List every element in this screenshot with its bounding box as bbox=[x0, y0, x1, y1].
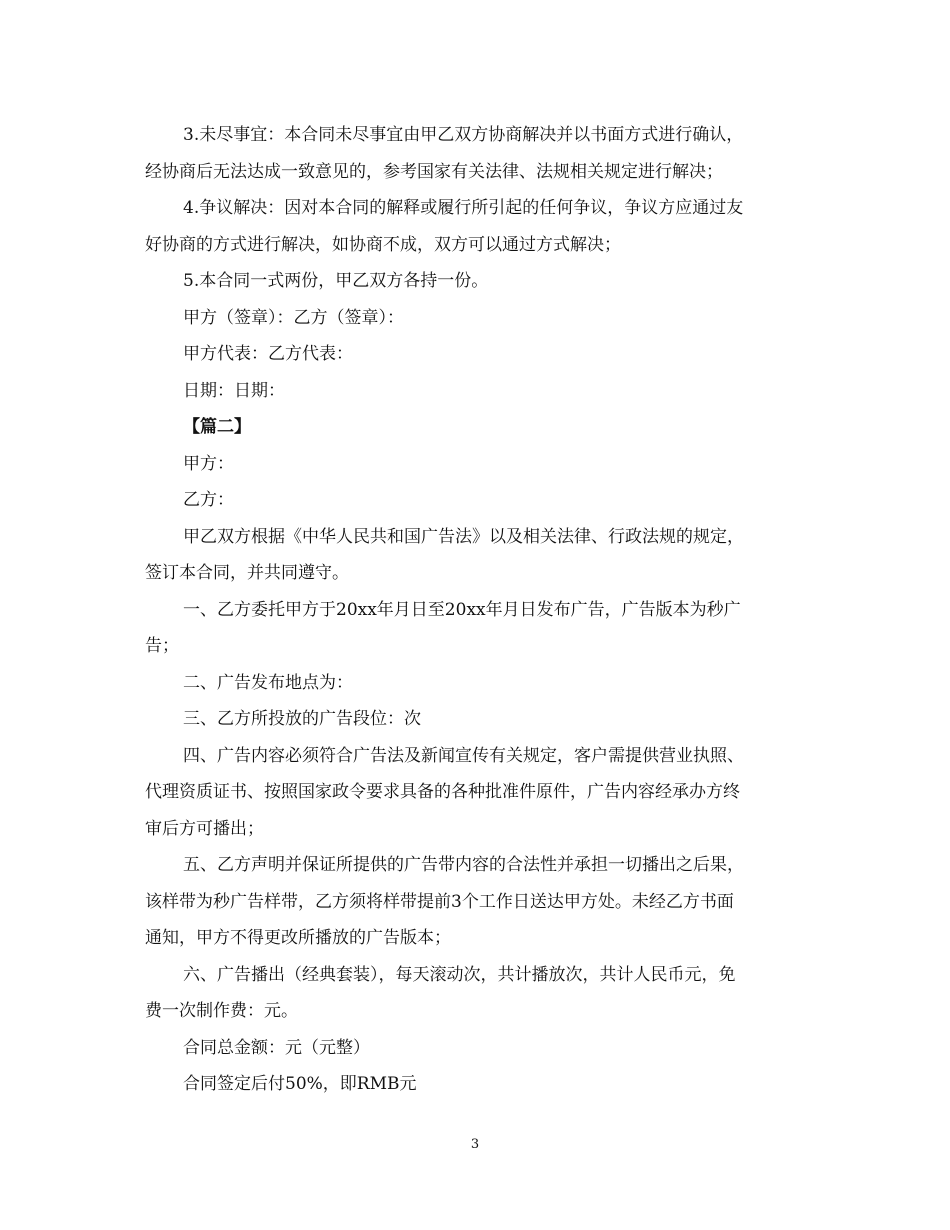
text-line: 甲方（签章）：乙方（签章）： bbox=[183, 307, 404, 328]
clause-6 bbox=[145, 957, 805, 1030]
text-line: 4.争议解决：因对本合同的解释或履行所引起的任何争议，争议方应通过友 bbox=[183, 198, 744, 218]
text-line: 四、广告内容必须符合广告法及新闻宣传有关规定，客户需提供营业执照、 bbox=[183, 745, 744, 766]
text-line: 甲方代表：乙方代表： bbox=[183, 344, 353, 364]
text-line: 六、广告播出（经典套装），每天滚动次，共计播放次，共计人民币元，免 bbox=[183, 964, 736, 985]
text-line: 通知，甲方不得更改所播放的广告版本； bbox=[145, 928, 451, 948]
date-line bbox=[145, 373, 805, 410]
total-amount-line bbox=[145, 1030, 805, 1067]
text-line: 甲方： bbox=[183, 453, 234, 474]
text-line: 三、乙方所投放的广告段位：次 bbox=[183, 709, 421, 729]
text-line: 一、乙方委托甲方于20xx年月日至20xx年月日发布广告，广告版本为秒广 bbox=[183, 599, 741, 620]
text-line: 五、乙方声明并保证所提供的广告带内容的合法性并承担一切播出之后果， bbox=[183, 855, 744, 875]
paragraph-dispute-resolution bbox=[145, 190, 805, 263]
paragraph-preamble bbox=[145, 519, 805, 592]
party-b-line bbox=[145, 482, 805, 519]
text-line: 签订本合同，并共同遵守。 bbox=[145, 563, 349, 583]
text-line: 合同签定后付50%，即RMB元 bbox=[183, 1074, 417, 1094]
paragraph-copies bbox=[145, 263, 805, 300]
page-number: 3 bbox=[470, 1137, 480, 1152]
clause-2 bbox=[145, 665, 805, 702]
text-line: 【篇二】 bbox=[183, 417, 251, 437]
text-line: 5.本合同一式两份，甲乙双方各持一份。 bbox=[183, 271, 489, 291]
text-line: 费一次制作费：元。 bbox=[145, 1001, 298, 1021]
text-line: 乙方： bbox=[183, 490, 234, 510]
text-line: 甲乙双方根据《中华人民共和国广告法》以及相关法律、行政法规的规定， bbox=[183, 526, 744, 547]
text-line: 代理资质证书、按照国家政令要求具备的各种批准件原件，广告内容经承办方终 bbox=[145, 782, 740, 802]
representative-line bbox=[145, 336, 805, 373]
section-heading bbox=[145, 409, 805, 446]
party-a-line bbox=[145, 446, 805, 483]
document-body bbox=[145, 117, 805, 1103]
clause-5 bbox=[145, 847, 805, 957]
text-line: 好协商的方式进行解决，如协商不成，双方可以通过方式解决； bbox=[145, 234, 621, 255]
paragraph-unresolved-matters bbox=[145, 117, 805, 190]
text-line: 该样带为秒广告样带，乙方须将样带提前3个工作日送达甲方处。未经乙方书面 bbox=[145, 891, 734, 912]
text-line: 3.未尽事宜：本合同未尽事宜由甲乙双方协商解决并以书面方式进行确认， bbox=[183, 125, 744, 145]
clause-3 bbox=[145, 701, 805, 738]
payment-terms-line bbox=[145, 1066, 805, 1103]
clause-1 bbox=[145, 592, 805, 665]
text-line: 二、广告发布地点为： bbox=[183, 672, 353, 693]
text-line: 告； bbox=[145, 636, 179, 656]
text-line: 审后方可播出； bbox=[145, 818, 264, 839]
text-line: 经协商后无法达成一致意见的，参考国家有关法律、法规相关规定进行解决； bbox=[145, 161, 723, 182]
clause-4 bbox=[145, 738, 805, 848]
text-line: 日期：日期： bbox=[183, 380, 285, 401]
signature-seal-line bbox=[145, 300, 805, 337]
text-line: 合同总金额：元（元整） bbox=[183, 1037, 370, 1058]
